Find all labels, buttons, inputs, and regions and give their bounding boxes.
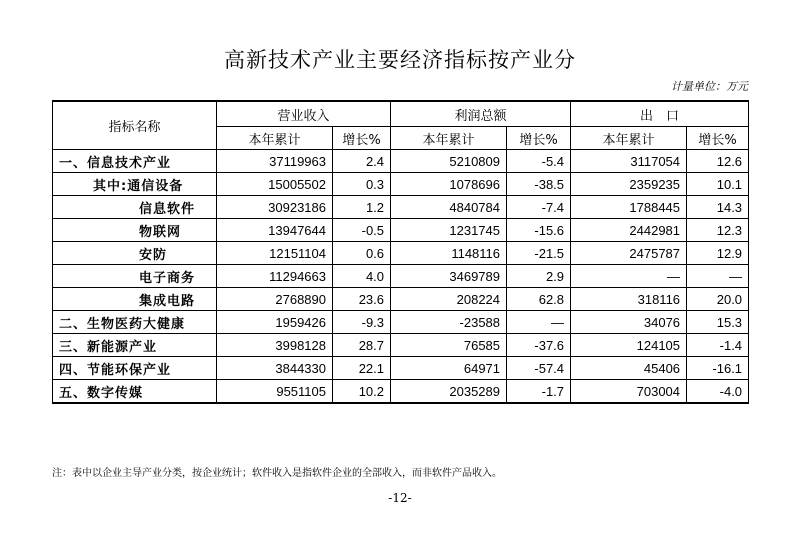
- table-cell: 1148116: [391, 242, 507, 265]
- table-cell: 4.0: [333, 265, 391, 288]
- table-cell: 37119963: [217, 150, 333, 173]
- table-cell: 12.9: [687, 242, 749, 265]
- indicator-table: [52, 100, 749, 404]
- table-cell: -5.4: [507, 150, 571, 173]
- column-group-export: 出 口: [571, 101, 749, 127]
- table-cell: 10.1: [687, 173, 749, 196]
- row-label: 集成电路: [53, 288, 217, 311]
- table-cell: 0.3: [333, 173, 391, 196]
- column-header: 增长%: [687, 127, 749, 150]
- table-cell: —: [571, 265, 687, 288]
- table-cell: 208224: [391, 288, 507, 311]
- column-group-revenue: 营业收入: [217, 101, 391, 127]
- column-header: 本年累计: [571, 127, 687, 150]
- table-row: [53, 242, 749, 265]
- page-number: -12-: [388, 491, 412, 505]
- table-row: [53, 265, 749, 288]
- table-header-row: [53, 101, 749, 127]
- table-cell: 23.6: [333, 288, 391, 311]
- table-row: [53, 196, 749, 219]
- table-cell: -38.5: [507, 173, 571, 196]
- row-label: 五、数字传媒: [53, 380, 217, 404]
- table-cell: 2035289: [391, 380, 507, 404]
- table-body: [53, 150, 749, 404]
- table-row: [53, 288, 749, 311]
- table-cell: 1078696: [391, 173, 507, 196]
- table-cell: -1.4: [687, 334, 749, 357]
- table-cell: -1.7: [507, 380, 571, 404]
- table-cell: 2475787: [571, 242, 687, 265]
- row-label: 一、信息技术产业: [53, 150, 217, 173]
- column-header: 增长%: [333, 127, 391, 150]
- table-cell: 2.9: [507, 265, 571, 288]
- column-header: 增长%: [507, 127, 571, 150]
- row-label: 四、节能环保产业: [53, 357, 217, 380]
- table-cell: 2359235: [571, 173, 687, 196]
- table-cell: -0.5: [333, 219, 391, 242]
- table-cell: -37.6: [507, 334, 571, 357]
- table-cell: 2442981: [571, 219, 687, 242]
- table-cell: 1788445: [571, 196, 687, 219]
- table-cell: 318116: [571, 288, 687, 311]
- table-cell: 14.3: [687, 196, 749, 219]
- table-cell: -21.5: [507, 242, 571, 265]
- table-cell: 15.3: [687, 311, 749, 334]
- table-cell: 5210809: [391, 150, 507, 173]
- table-row: [53, 334, 749, 357]
- table-cell: 1231745: [391, 219, 507, 242]
- footnote: 注：表中以企业主导产业分类，按企业统计；软件收入是指软件企业的全部收入，而非软件产品收入。: [52, 468, 502, 479]
- table-cell: -57.4: [507, 357, 571, 380]
- table-cell: 10.2: [333, 380, 391, 404]
- table-cell: 2768890: [217, 288, 333, 311]
- table-cell: 2.4: [333, 150, 391, 173]
- table-cell: 30923186: [217, 196, 333, 219]
- column-header: 本年累计: [217, 127, 333, 150]
- table-cell: —: [507, 311, 571, 334]
- table-cell: 3117054: [571, 150, 687, 173]
- table-cell: 11294663: [217, 265, 333, 288]
- table-cell: 76585: [391, 334, 507, 357]
- table-cell: 13947644: [217, 219, 333, 242]
- table-row: [53, 219, 749, 242]
- table-cell: 0.6: [333, 242, 391, 265]
- table-cell: -15.6: [507, 219, 571, 242]
- table-cell: 12151104: [217, 242, 333, 265]
- table-cell: 703004: [571, 380, 687, 404]
- table-cell: 124105: [571, 334, 687, 357]
- row-label: 电子商务: [53, 265, 217, 288]
- table-row: [53, 311, 749, 334]
- table-cell: 12.6: [687, 150, 749, 173]
- table-cell: 3469789: [391, 265, 507, 288]
- table-cell: 1959426: [217, 311, 333, 334]
- table-cell: 15005502: [217, 173, 333, 196]
- table-cell: -9.3: [333, 311, 391, 334]
- table-cell: 45406: [571, 357, 687, 380]
- table-row: [53, 380, 749, 404]
- unit-label: 计量单位：万元: [671, 80, 748, 93]
- table-cell: —: [687, 265, 749, 288]
- table-cell: 22.1: [333, 357, 391, 380]
- page-title: 高新技术产业主要经济指标按产业分: [224, 48, 576, 72]
- row-label: 其中:通信设备: [53, 173, 217, 196]
- table-cell: -4.0: [687, 380, 749, 404]
- table-cell: 3844330: [217, 357, 333, 380]
- row-label: 安防: [53, 242, 217, 265]
- table-cell: -16.1: [687, 357, 749, 380]
- table-row: [53, 150, 749, 173]
- table-cell: -7.4: [507, 196, 571, 219]
- table-cell: 62.8: [507, 288, 571, 311]
- table-cell: 64971: [391, 357, 507, 380]
- row-label: 二、生物医药大健康: [53, 311, 217, 334]
- table-cell: 3998128: [217, 334, 333, 357]
- table-cell: 28.7: [333, 334, 391, 357]
- row-label: 三、新能源产业: [53, 334, 217, 357]
- table-cell: 12.3: [687, 219, 749, 242]
- column-header-name: 指标名称: [53, 101, 217, 150]
- column-group-profit: 利润总额: [391, 101, 571, 127]
- row-label: 信息软件: [53, 196, 217, 219]
- table-cell: 1.2: [333, 196, 391, 219]
- table-cell: 4840784: [391, 196, 507, 219]
- column-header: 本年累计: [391, 127, 507, 150]
- table-cell: 9551105: [217, 380, 333, 404]
- row-label: 物联网: [53, 219, 217, 242]
- table-cell: 20.0: [687, 288, 749, 311]
- table-row: [53, 357, 749, 380]
- table-cell: 34076: [571, 311, 687, 334]
- table-row: [53, 173, 749, 196]
- table-cell: -23588: [391, 311, 507, 334]
